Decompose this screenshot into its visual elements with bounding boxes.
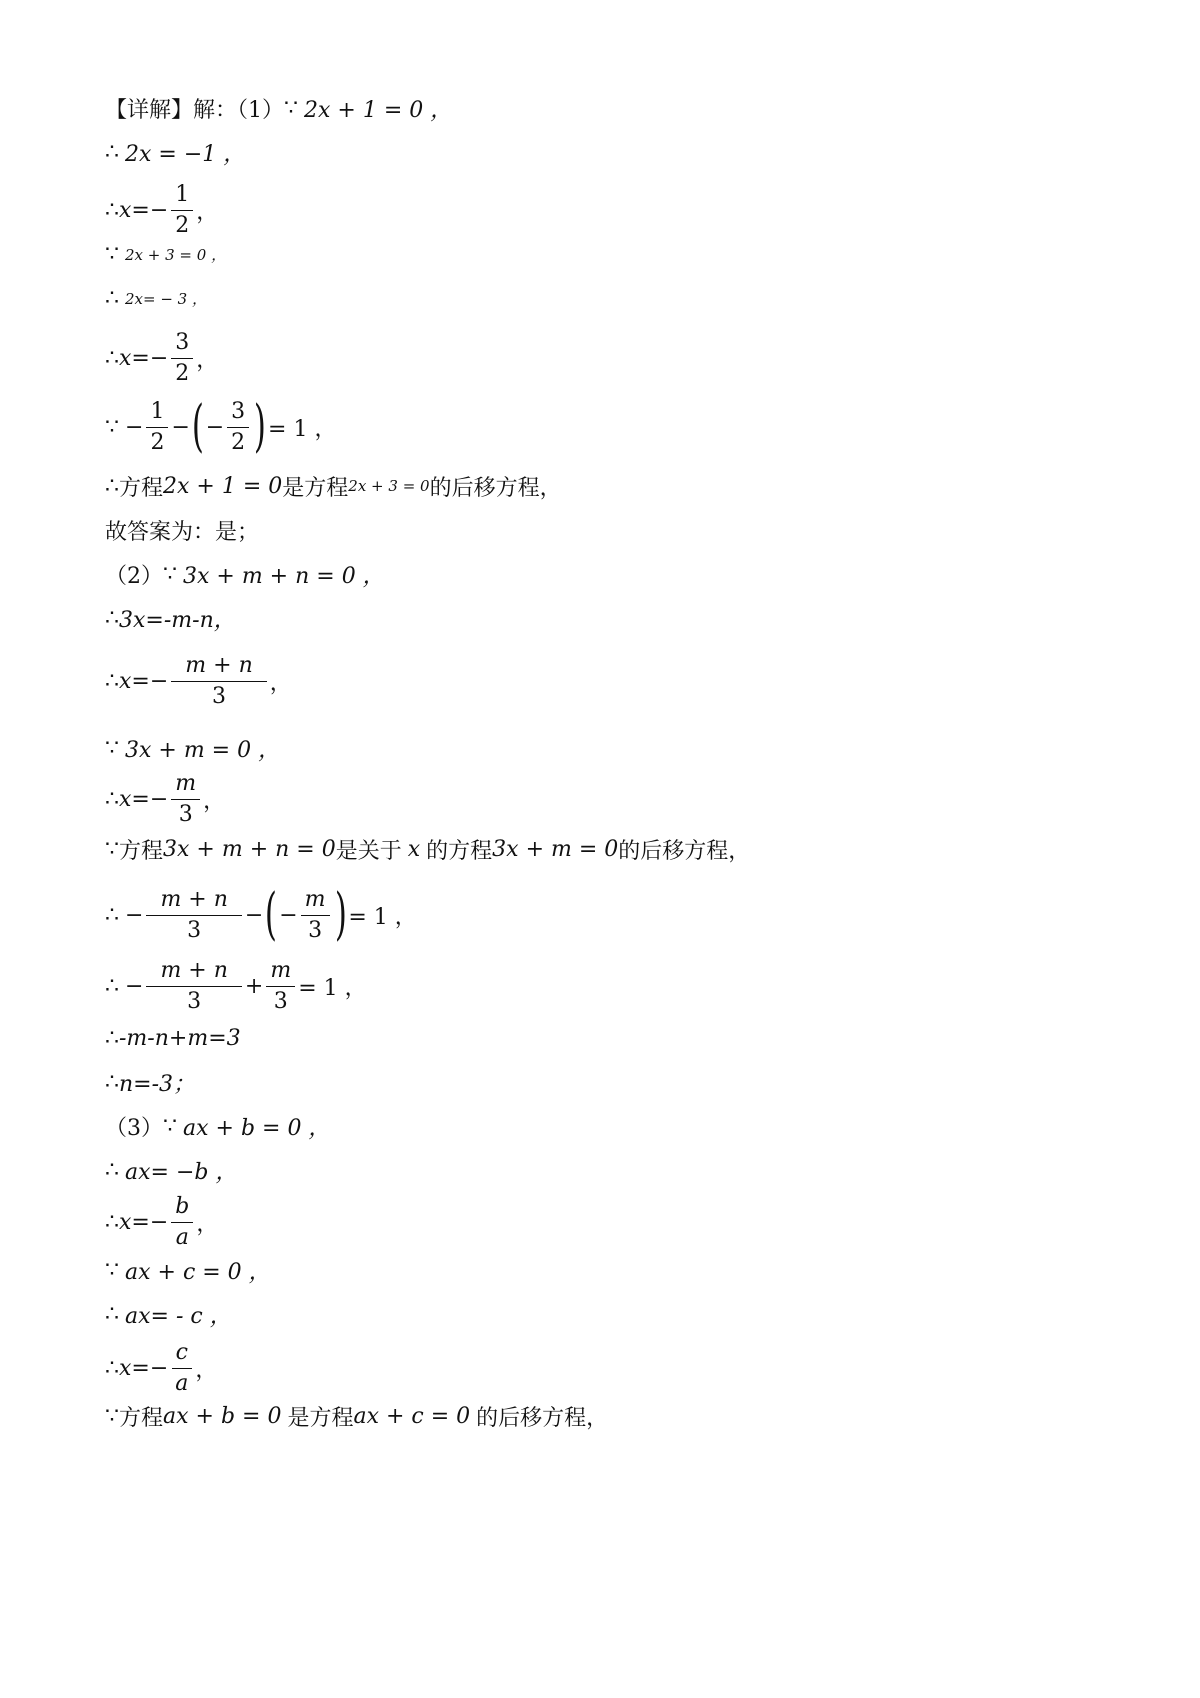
text: 的后移方程，: [429, 475, 562, 501]
fraction-denominator: 3: [187, 988, 202, 1014]
condition-line: [105, 1394, 608, 1438]
solution-header-label: 【详解】解：（1）: [105, 97, 284, 123]
minus-sign: −: [125, 973, 144, 999]
fraction-numerator: c: [172, 1342, 192, 1369]
fraction-numerator: 3: [227, 401, 249, 428]
fraction-denominator: 3: [273, 988, 288, 1014]
text: 的后移方程，: [476, 1405, 609, 1431]
text: 是方程: [287, 1405, 354, 1431]
fraction-denominator: 3: [308, 917, 323, 943]
equation: ax + c = 0: [353, 1403, 471, 1429]
therefore-symbol: ∴: [105, 1301, 119, 1327]
step-line: ∴ x= − $\frac{c}{a}$ ，: [105, 1339, 218, 1396]
equation: 3x + m + n = 0: [163, 836, 336, 862]
equation: 2x + 3 = 0: [348, 477, 430, 495]
check-line: ∵ − $\frac{1}{2}$ − ( − $\frac{3}{2}$ ) = 1 ，: [105, 394, 337, 459]
x-prefix: x=: [119, 786, 150, 812]
part-label: （3）: [105, 1115, 163, 1141]
minus-sign: −: [149, 197, 169, 223]
check-suffix: = 1 ，: [348, 904, 417, 930]
text: 的后移方程，: [618, 838, 751, 864]
therefore-symbol: ∴: [105, 345, 119, 371]
therefore-symbol: ∴: [105, 973, 119, 999]
fraction: [171, 181, 193, 238]
fraction-denominator: 3: [178, 801, 193, 827]
minus-sign: −: [171, 414, 190, 440]
because-symbol: ∵: [105, 735, 119, 761]
because-symbol: ∵: [105, 1403, 119, 1429]
x-prefix: x=: [119, 1355, 150, 1381]
minus-sign: −: [279, 902, 298, 928]
step-line: [105, 1292, 232, 1336]
fraction-denominator: 3: [212, 683, 226, 709]
equation: -m-n+m=3: [119, 1025, 241, 1051]
therefore-symbol: ∴: [105, 1025, 119, 1051]
result-line: [105, 1060, 195, 1104]
because-symbol: ∵: [163, 1113, 177, 1139]
check-suffix: = 1 ，: [298, 975, 367, 1001]
fraction-denominator: 2: [175, 212, 190, 238]
fraction-denominator: 2: [175, 360, 190, 386]
fraction-denominator: 3: [187, 917, 202, 943]
minus-sign: −: [149, 345, 169, 371]
fraction-numerator: 3: [171, 332, 193, 359]
x-prefix: x=: [119, 345, 150, 371]
text: 是方程: [282, 475, 349, 501]
because-symbol: ∵: [163, 561, 177, 587]
step-line: [105, 130, 245, 174]
text: 的方程: [426, 838, 493, 864]
fraction-denominator: 2: [150, 429, 165, 455]
equation: ax + b = 0: [163, 1403, 282, 1429]
fraction-numerator: m: [266, 960, 295, 987]
because-symbol: ∵: [105, 836, 119, 862]
step-line: [105, 232, 226, 276]
check-suffix: = 1 ，: [268, 416, 337, 442]
conclusion-line: [105, 464, 562, 508]
equation: ax + c = 0 ，: [125, 1259, 271, 1285]
because-symbol: ∵: [105, 241, 119, 267]
result: n=-3；: [119, 1071, 196, 1097]
equation: 3x + m = 0 ，: [125, 737, 281, 763]
therefore-symbol: ∴: [105, 139, 119, 165]
part2-header-line: [105, 552, 385, 596]
equation: ax= - c ，: [125, 1303, 232, 1329]
therefore-symbol: ∴: [105, 1069, 119, 1095]
fraction: [146, 957, 241, 1014]
therefore-symbol: ∴: [105, 1157, 119, 1183]
x-prefix: x=: [119, 197, 150, 223]
step-line: ∴ x= − $\frac{1}{2}$ ，: [105, 181, 219, 238]
fraction: [171, 1339, 192, 1396]
text: 方程: [119, 475, 164, 501]
therefore-symbol: ∴: [105, 285, 119, 311]
therefore-symbol: ∴: [105, 786, 119, 812]
step-line: [105, 276, 207, 320]
fraction: [301, 886, 330, 943]
fraction-numerator: 1: [146, 401, 168, 428]
fraction: [146, 398, 168, 455]
fraction: [171, 1193, 193, 1250]
therefore-symbol: ∴: [105, 1355, 119, 1381]
minus-sign: −: [125, 902, 144, 928]
fraction-numerator: m + n: [146, 889, 241, 916]
therefore-symbol: ∴: [105, 1209, 119, 1235]
text: 方程: [119, 1405, 164, 1431]
equation: 3x + m = 0: [492, 836, 619, 862]
fraction-numerator: 1: [171, 184, 193, 211]
solution-header-line: [105, 86, 452, 130]
step-line: [105, 596, 236, 640]
fraction-numerator: m: [301, 889, 330, 916]
minus-sign: −: [205, 414, 225, 440]
step-line: ∴ x= − $\frac{b}{a}$ ，: [105, 1193, 219, 1250]
minus-sign: −: [149, 786, 169, 812]
check-line: ∴ − $\frac{m + n}{3}$ − ( − $\frac{m}{3}$ ) = 1 ，: [105, 882, 417, 947]
check-line: [105, 955, 367, 1017]
fraction-denominator: a: [175, 1370, 189, 1396]
because-symbol: ∵: [105, 1257, 119, 1283]
step-line: [105, 1248, 271, 1292]
equation: 3x=-m-n，: [119, 607, 236, 633]
therefore-symbol: ∴: [105, 902, 119, 928]
therefore-symbol: ∴: [105, 605, 119, 631]
plus-sign: +: [244, 973, 264, 999]
step-line: ∴ x= − $\frac{3}{2}$ ，: [105, 329, 219, 386]
step-line: ∴ x= − $\frac{m}{3}$ ，: [105, 770, 226, 827]
fraction: [146, 886, 241, 943]
fraction-numerator: b: [171, 1196, 193, 1223]
because-symbol: ∵: [105, 414, 119, 440]
fraction-numerator: m + n: [146, 960, 241, 987]
text: 方程: [119, 838, 164, 864]
minus-sign: −: [149, 668, 169, 694]
variable: x: [407, 836, 421, 862]
step-line: [105, 1148, 237, 1192]
because-symbol: ∵: [284, 95, 298, 121]
equation: 2x= − 3 ，: [125, 289, 207, 308]
answer-line: [105, 508, 259, 552]
equation: ax + b = 0 ，: [183, 1115, 331, 1141]
fraction: [266, 957, 295, 1014]
fraction: [227, 398, 249, 455]
fraction-denominator: 2: [231, 429, 246, 455]
fraction: [171, 329, 193, 386]
x-prefix: x=: [119, 668, 150, 694]
minus-sign: −: [125, 414, 144, 440]
equation: 2x = −1 ，: [125, 141, 246, 167]
x-prefix: x=: [119, 1209, 150, 1235]
equation: 2x + 1 = 0: [163, 473, 283, 499]
minus-sign: −: [244, 902, 264, 928]
minus-sign: −: [149, 1209, 169, 1235]
fraction-denominator: a: [175, 1224, 189, 1250]
fraction-numerator: m + n: [171, 655, 266, 682]
therefore-symbol: ∴: [105, 668, 119, 694]
condition-line: [105, 827, 750, 871]
equation: 3x + m + n = 0 ，: [183, 563, 385, 589]
therefore-symbol: ∴: [105, 473, 119, 499]
answer-text: 故答案为：是；: [105, 519, 260, 545]
therefore-symbol: ∴: [105, 197, 119, 223]
equation: 2x + 1 = 0 ，: [304, 97, 453, 123]
fraction: [171, 770, 200, 827]
step-line: ∴ x= − $\frac{m + n}{3}$ ，: [105, 652, 292, 709]
fraction-numerator: m: [171, 773, 200, 800]
step-line: [105, 1016, 241, 1060]
step-line: [105, 726, 280, 770]
equation: ax= −b ，: [125, 1159, 238, 1185]
part-label: （2）: [105, 563, 163, 589]
equation: 2x + 3 = 0 ，: [125, 245, 227, 264]
minus-sign: −: [149, 1355, 169, 1381]
text: 是关于: [335, 838, 402, 864]
part3-header-line: [105, 1104, 330, 1148]
